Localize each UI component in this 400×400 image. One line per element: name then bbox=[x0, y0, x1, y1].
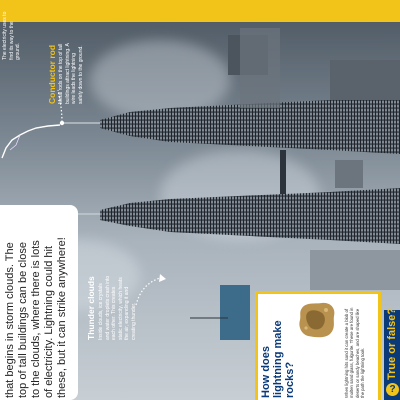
intro-line: to the clouds, where there is lots bbox=[30, 240, 42, 398]
rocks-heading: How does lightning make rocks? bbox=[260, 320, 296, 398]
thunder-clouds-caption: Inside clouds, ice crystals and water droplets crash into each other. This creates static electricity, which heats the air, expanding it and creating thunder. bbox=[98, 275, 137, 340]
upper-tower bbox=[60, 28, 400, 154]
true-or-false-label: True or false? bbox=[386, 307, 398, 380]
thunder-clouds-title: Thunder clouds bbox=[86, 276, 96, 340]
intro-line: these, but it can strike anywhere! bbox=[56, 237, 68, 398]
thunder-pointer-line bbox=[136, 278, 160, 305]
conductor-rod-title: Conductor rod bbox=[47, 44, 57, 104]
fulgurite-rock-image bbox=[296, 300, 338, 340]
lightning-bolt-icon bbox=[2, 125, 60, 158]
intro-line: that begins in storm clouds. The bbox=[4, 242, 16, 398]
intro-text bbox=[4, 208, 69, 398]
electricity-caption: The electricity uses to find its way to the ground. bbox=[2, 11, 21, 60]
conductor-rod-caption: Metal rods on the top of tall buildings attract lightning. A wire leads the lightning safely down to the ground. bbox=[58, 43, 84, 104]
intro-line: of electricity. Lightning could hit bbox=[43, 245, 55, 398]
intro-line: top of tall buildings can be close bbox=[17, 242, 29, 398]
building bbox=[310, 250, 400, 290]
rocks-text: When lightning hits sand it can create a blob of molten sand glass, fulgurite. These are found in deserts or sandy beaches, and are shaped like the path the lightning took. bbox=[344, 307, 366, 398]
building bbox=[220, 285, 250, 340]
building bbox=[335, 160, 363, 188]
lower-tower bbox=[70, 188, 400, 244]
question-mark-icon: ? bbox=[386, 383, 399, 396]
